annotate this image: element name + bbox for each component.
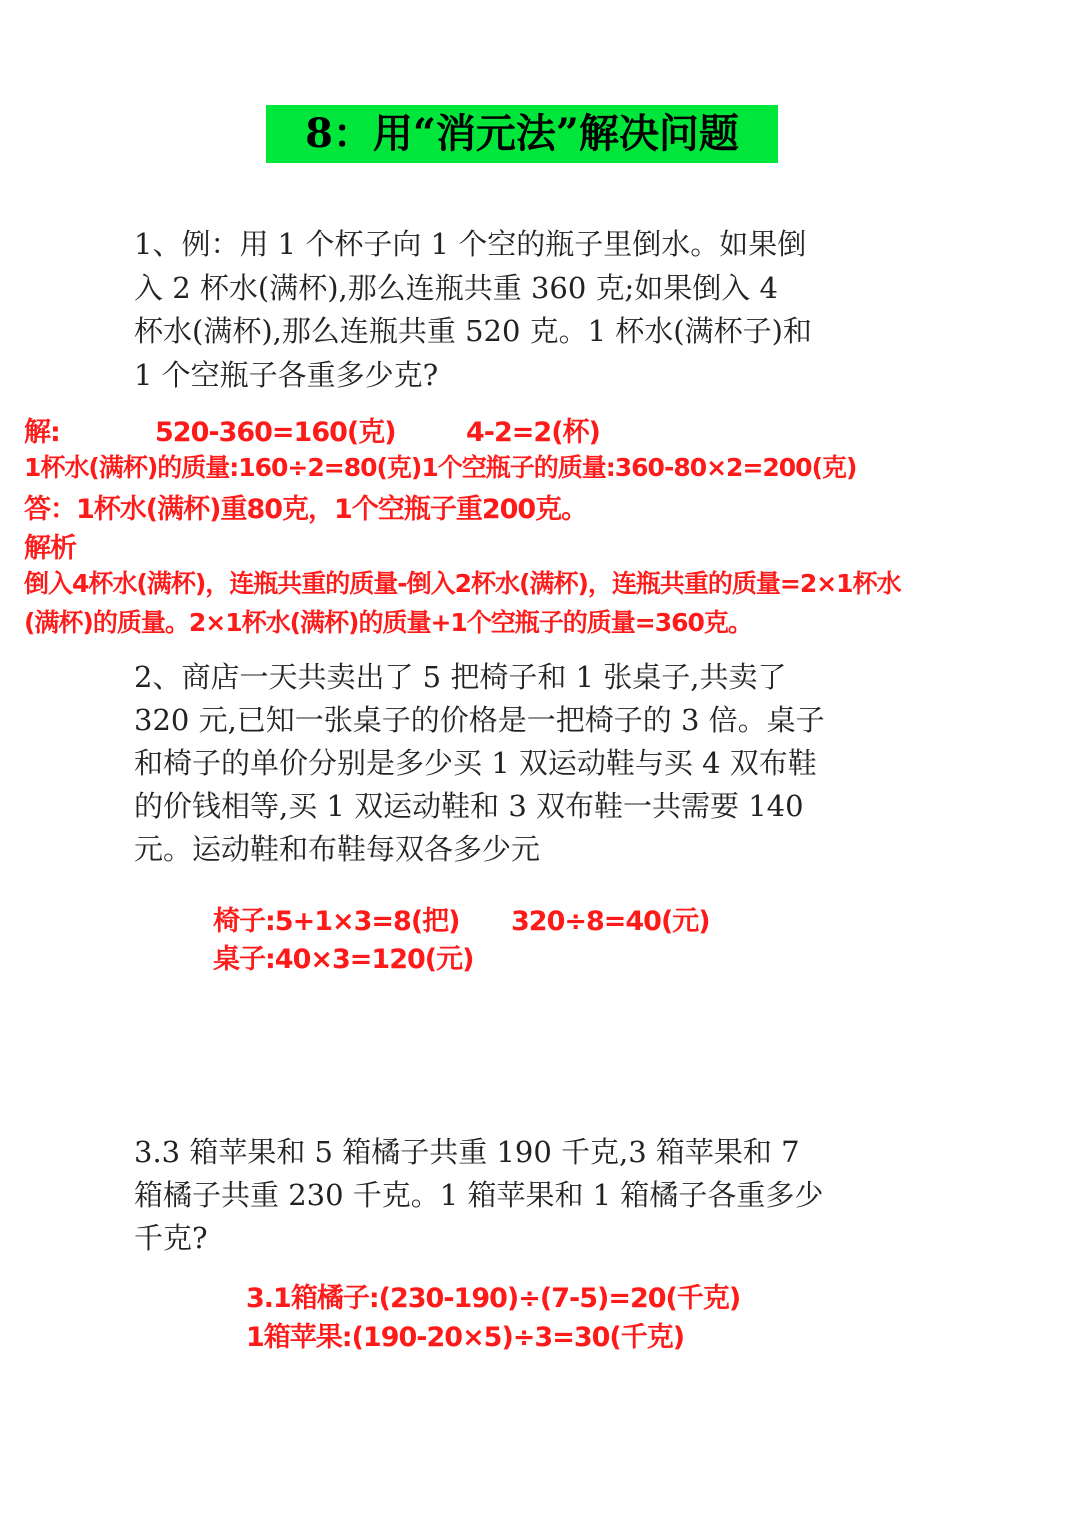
q2-solution-chair: 椅子:5+1×3=8(把) bbox=[213, 906, 460, 937]
q2-solution-chair-price: 320÷8=40(元) bbox=[511, 906, 710, 937]
q1-solution-step2: 4-2=2(杯) bbox=[466, 417, 600, 448]
q1-analysis-label: 解析 bbox=[24, 533, 76, 564]
q2-line-5: 元。运动鞋和布鞋每双各多少元 bbox=[134, 832, 541, 866]
q1-analysis-line-1: 倒入4杯水(满杯)，连瓶共重的质量-倒入2杯水(满杯)，连瓶共重的质量=2×1杯水 bbox=[24, 569, 901, 598]
q3-solution-orange: 3.1箱橘子:(230-190)÷(7-5)=20(千克) bbox=[246, 1283, 741, 1314]
q1-line-4: 1 个空瓶子各重多少克? bbox=[134, 358, 439, 392]
q1-solution-step1: 520-360=160(克) bbox=[155, 417, 396, 448]
q1-line-1: 1、例：用 1 个杯子向 1 个空的瓶子里倒水。如果倒 bbox=[134, 227, 807, 261]
q2-line-2: 320 元,已知一张桌子的价格是一把椅子的 3 倍。桌子 bbox=[134, 703, 825, 737]
q1-solution-label: 解: bbox=[24, 417, 60, 448]
q3-solution-apple: 1箱苹果:(190-20×5)÷3=30(千克) bbox=[246, 1322, 685, 1353]
q2-line-3: 和椅子的单价分别是多少买 1 双运动鞋与买 4 双布鞋 bbox=[134, 746, 817, 780]
q3-line-1: 3.3 箱苹果和 5 箱橘子共重 190 千克,3 箱苹果和 7 bbox=[134, 1135, 800, 1169]
q1-solution-step3: 1杯水(满杯)的质量:160÷2=80(克)1个空瓶子的质量:360-80×2=200(克) bbox=[24, 453, 857, 482]
q1-answer: 答：1杯水(满杯)重80克，1个空瓶子重200克。 bbox=[24, 494, 588, 525]
q2-solution-table: 桌子:40×3=120(元) bbox=[213, 944, 474, 975]
q3-line-3: 千克? bbox=[134, 1221, 208, 1255]
q1-line-2: 入 2 杯水(满杯),那么连瓶共重 360 克;如果倒入 4 bbox=[134, 271, 778, 305]
q2-line-4: 的价钱相等,买 1 双运动鞋和 3 双布鞋一共需要 140 bbox=[134, 789, 804, 823]
q1-analysis-line-2: (满杯)的质量。2×1杯水(满杯)的质量+1个空瓶子的质量=360克。 bbox=[24, 608, 752, 637]
page-title: 8：用“消元法”解决问题 bbox=[266, 105, 778, 163]
q2-line-1: 2、商店一天共卖出了 5 把椅子和 1 张桌子,共卖了 bbox=[134, 660, 787, 694]
q1-line-3: 杯水(满杯),那么连瓶共重 520 克。1 杯水(满杯子)和 bbox=[134, 314, 812, 348]
q3-line-2: 箱橘子共重 230 千克。1 箱苹果和 1 箱橘子各重多少 bbox=[134, 1178, 824, 1212]
